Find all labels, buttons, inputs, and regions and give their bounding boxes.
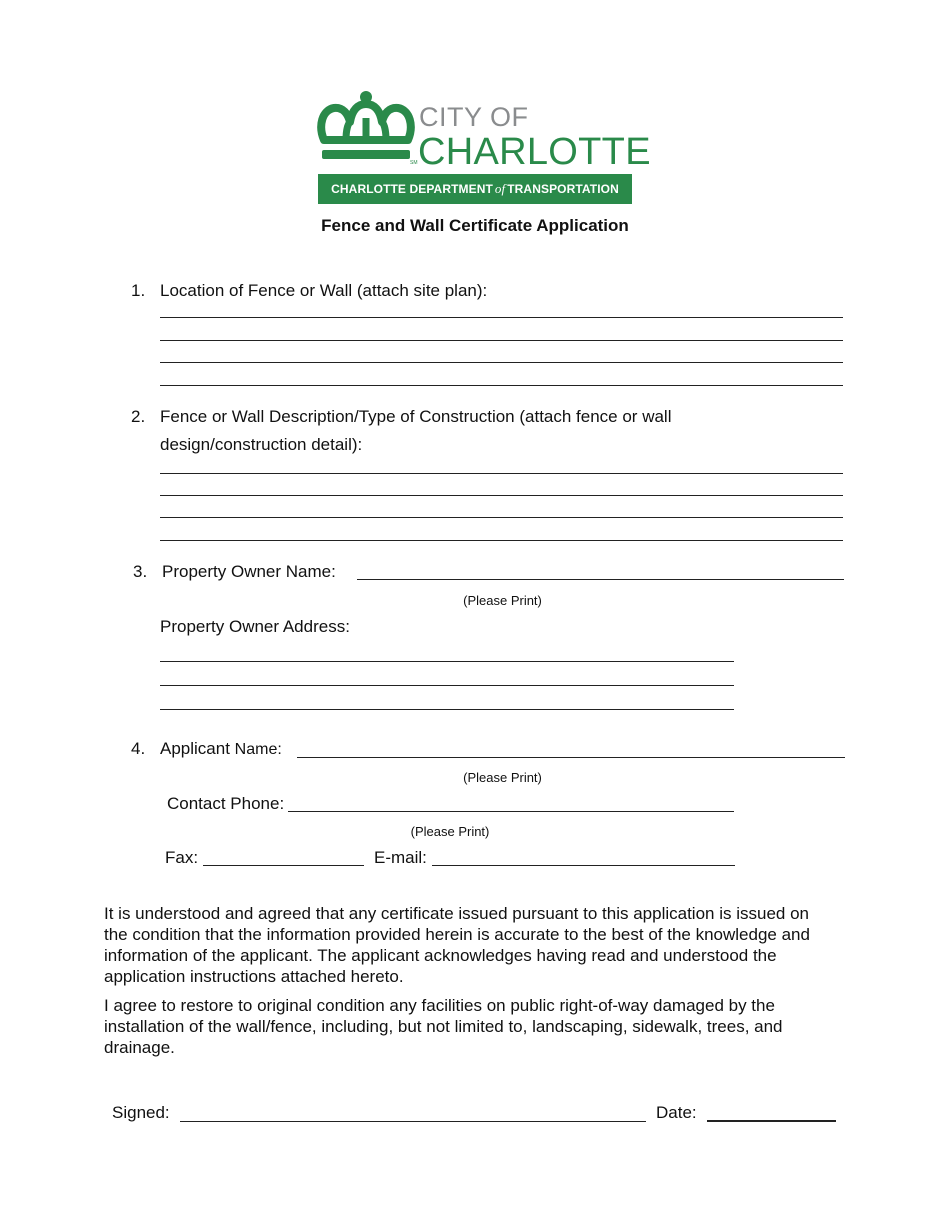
fax-label: Fax: xyxy=(165,848,199,867)
location-line-1[interactable] xyxy=(160,317,843,318)
email-line[interactable] xyxy=(432,865,735,866)
owner-address-line-1[interactable] xyxy=(160,661,734,662)
q1-number: 1. xyxy=(131,281,146,300)
location-line-3[interactable] xyxy=(160,362,843,363)
logo-city-of: CITY OF xyxy=(419,102,529,132)
agreement-paragraph-2: I agree to restore to original condition any facilities on public right-of-way damaged by the installation of the wall/fence, including, but not limited to, landscaping, sidewalk, trees, and drainage. xyxy=(104,996,783,1057)
applicant-name-label: Applicant Name: xyxy=(160,739,282,758)
agreement-text xyxy=(104,903,824,1058)
description-line-1[interactable] xyxy=(160,473,843,474)
signed-label: Signed: xyxy=(112,1103,170,1122)
date-line[interactable] xyxy=(707,1120,836,1122)
agreement-paragraph-1: It is understood and agreed that any certificate issued pursuant to this application is issued on the condition that the information provided herein is accurate to the best of the knowledge and information of the applicant. The applicant acknowledges having read and understood the application instructions attached hereto. xyxy=(104,904,810,986)
logo-charlotte: CHARLOTTE xyxy=(418,131,651,173)
fax-line[interactable] xyxy=(203,865,364,866)
logo-sm-mark: SM xyxy=(410,160,418,166)
owner-address-label: Property Owner Address: xyxy=(160,617,350,636)
owner-name-line[interactable] xyxy=(357,579,844,580)
location-line-2[interactable] xyxy=(160,340,843,341)
location-line-4[interactable] xyxy=(160,385,843,386)
applicant-please-print: (Please Print) xyxy=(463,770,542,785)
signature-line[interactable] xyxy=(180,1121,646,1122)
owner-address-line-2[interactable] xyxy=(160,685,734,686)
logo-department-banner: CHARLOTTE DEPARTMENT of TRANSPORTATION xyxy=(318,174,632,204)
description-line-3[interactable] xyxy=(160,517,843,518)
q1-label: Location of Fence or Wall (attach site plan): xyxy=(160,281,488,300)
owner-name-label: Property Owner Name: xyxy=(162,562,336,581)
q2-number: 2. xyxy=(131,407,146,426)
owner-address-line-3[interactable] xyxy=(160,709,734,710)
q3-number: 3. xyxy=(133,562,148,581)
applicant-name-line[interactable] xyxy=(297,757,845,758)
description-line-2[interactable] xyxy=(160,495,843,496)
crown-icon xyxy=(316,88,416,168)
date-label: Date: xyxy=(656,1103,697,1122)
q4-number: 4. xyxy=(131,739,146,758)
page-title: Fence and Wall Certificate Application xyxy=(321,216,629,235)
email-label: E-mail: xyxy=(374,848,427,867)
q2-label-line-2: design/construction detail): xyxy=(160,435,363,454)
contact-phone-label: Contact Phone: xyxy=(167,794,285,813)
owner-name-please-print: (Please Print) xyxy=(463,593,542,608)
description-line-4[interactable] xyxy=(160,540,843,541)
contact-phone-please-print: (Please Print) xyxy=(410,824,490,839)
contact-phone-line[interactable] xyxy=(288,811,734,812)
q2-label-line-1: Fence or Wall Description/Type of Construction (attach fence or wall xyxy=(160,407,672,426)
